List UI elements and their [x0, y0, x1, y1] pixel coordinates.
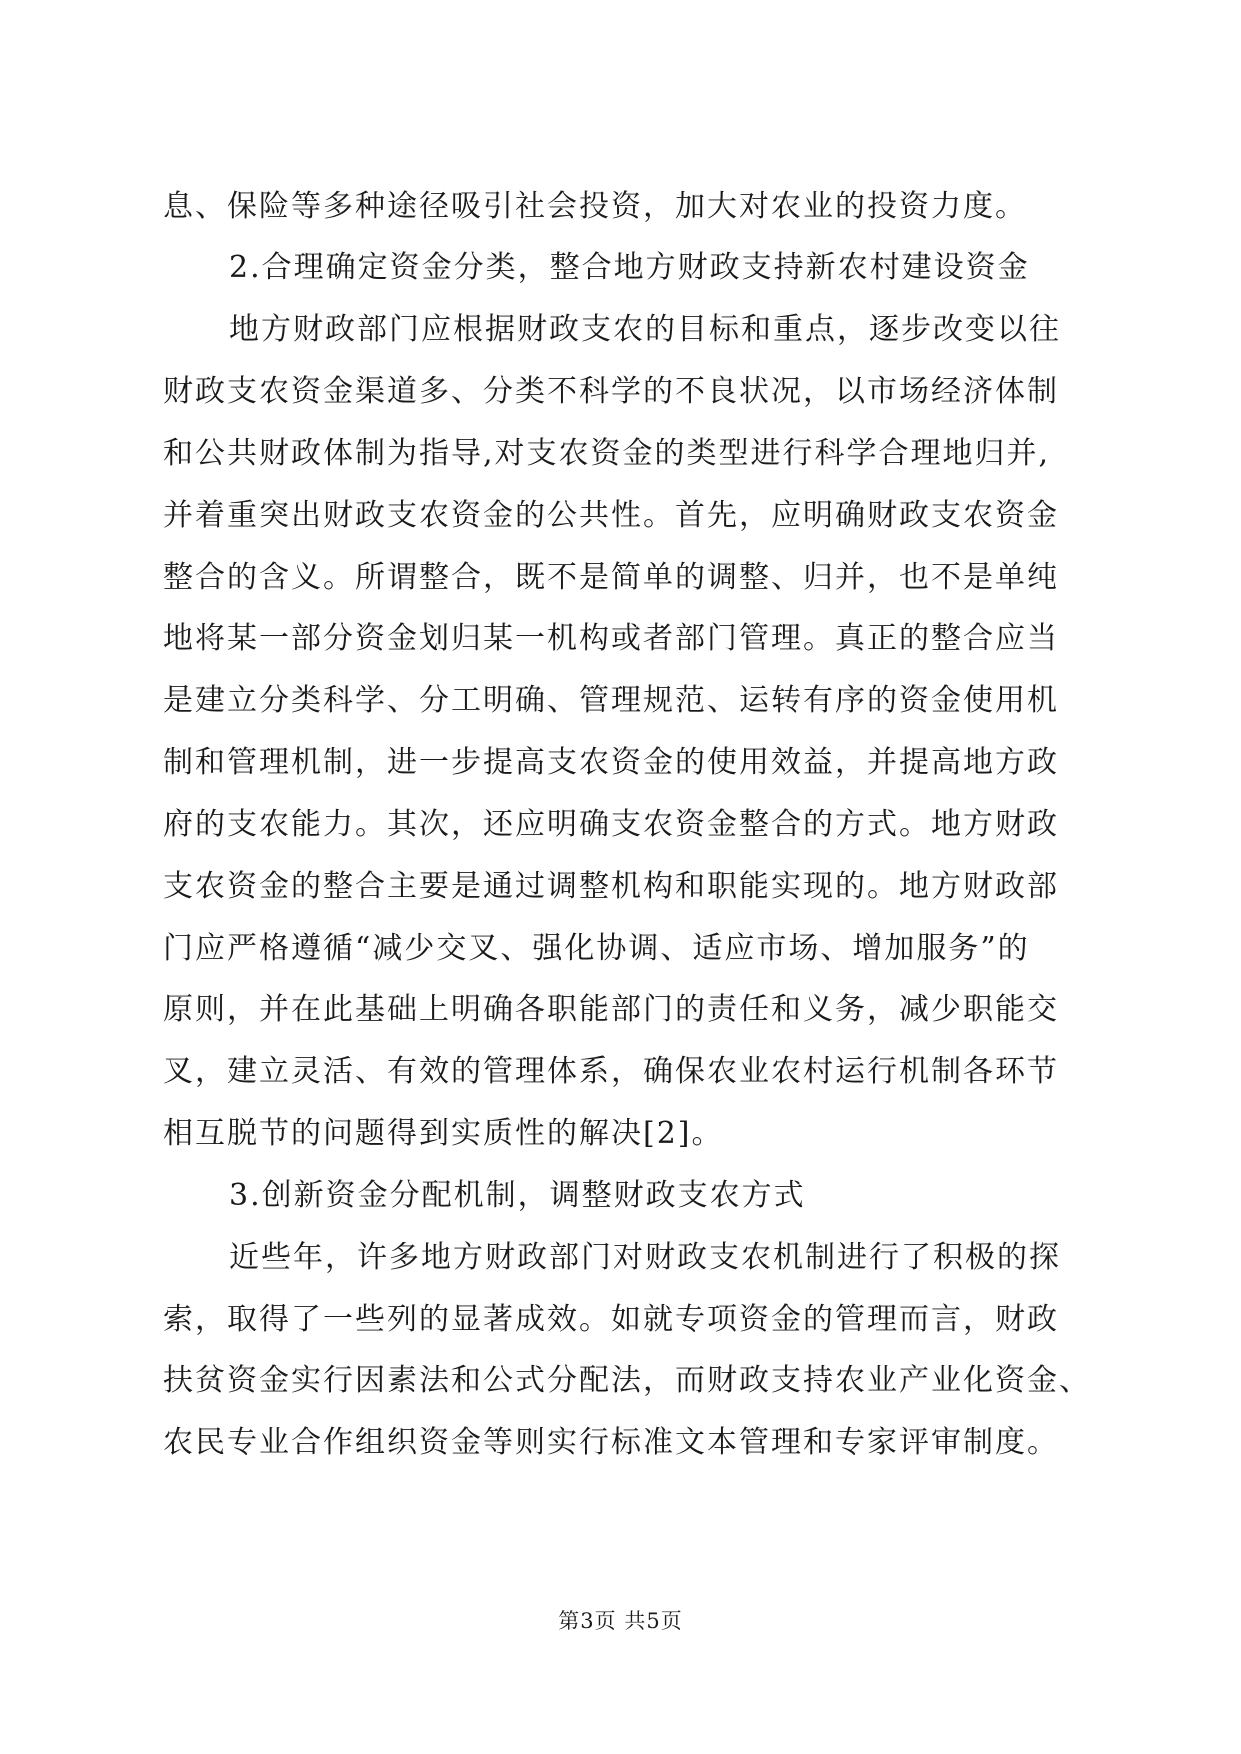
body-text-line: 府的支农能力。其次，还应明确支农资金整合的方式。地方财政 — [163, 807, 1059, 842]
section-heading-3: 3.创新资金分配机制，调整财政支农方式 — [229, 1178, 806, 1213]
body-text-line: 原则，并在此基础上明确各职能部门的责任和义务，减少职能交 — [163, 992, 1059, 1027]
body-text-line: 相互脱节的问题得到实质性的解决[2]。 — [163, 1116, 724, 1151]
body-text-line: 息、保险等多种途径吸引社会投资，加大对农业的投资力度。 — [163, 189, 1027, 224]
body-text-line: 地将某一部分资金划归某一机构或者部门管理。真正的整合应当 — [163, 621, 1059, 656]
section-heading-2: 2.合理确定资金分类，整合地方财政支持新农村建设资金 — [229, 250, 1030, 285]
body-text-line: 支农资金的整合主要是通过调整机构和职能实现的。地方财政部 — [163, 869, 1059, 904]
body-text-line: 财政支农资金渠道多、分类不科学的不良状况，以市场经济体制 — [163, 374, 1059, 409]
body-text-line: 并着重突出财政支农资金的公共性。首先，应明确财政支农资金 — [163, 498, 1059, 533]
body-text-line: 扶贫资金实行因素法和公式分配法，而财政支持农业产业化资金、 — [163, 1363, 1091, 1398]
body-text-line: 整合的含义。所谓整合，既不是简单的调整、归并，也不是单纯 — [163, 560, 1059, 595]
body-text-line: 近些年，许多地方财政部门对财政支农机制进行了积极的探 — [229, 1240, 1061, 1275]
body-text-line: 制和管理机制，进一步提高支农资金的使用效益，并提高地方政 — [163, 745, 1059, 780]
body-text-line: 农民专业合作组织资金等则实行标准文本管理和专家评审制度。 — [163, 1425, 1059, 1460]
body-text-line: 门应严格遵循“减少交叉、强化协调、适应市场、增加服务”的 — [163, 931, 1030, 966]
body-text-line: 是建立分类科学、分工明确、管理规范、运转有序的资金使用机 — [163, 683, 1059, 718]
body-text-line: 叉，建立灵活、有效的管理体系，确保农业农村运行机制各环节 — [163, 1054, 1059, 1089]
page-number-footer: 第3页 共5页 — [558, 1609, 683, 1633]
body-text-line: 索，取得了一些列的显著成效。如就专项资金的管理而言，财政 — [163, 1302, 1059, 1337]
body-text-line: 地方财政部门应根据财政支农的目标和重点，逐步改变以往 — [229, 312, 1061, 347]
body-text-line: 和公共财政体制为指导,对支农资金的类型进行科学合理地归并, — [163, 436, 1051, 471]
